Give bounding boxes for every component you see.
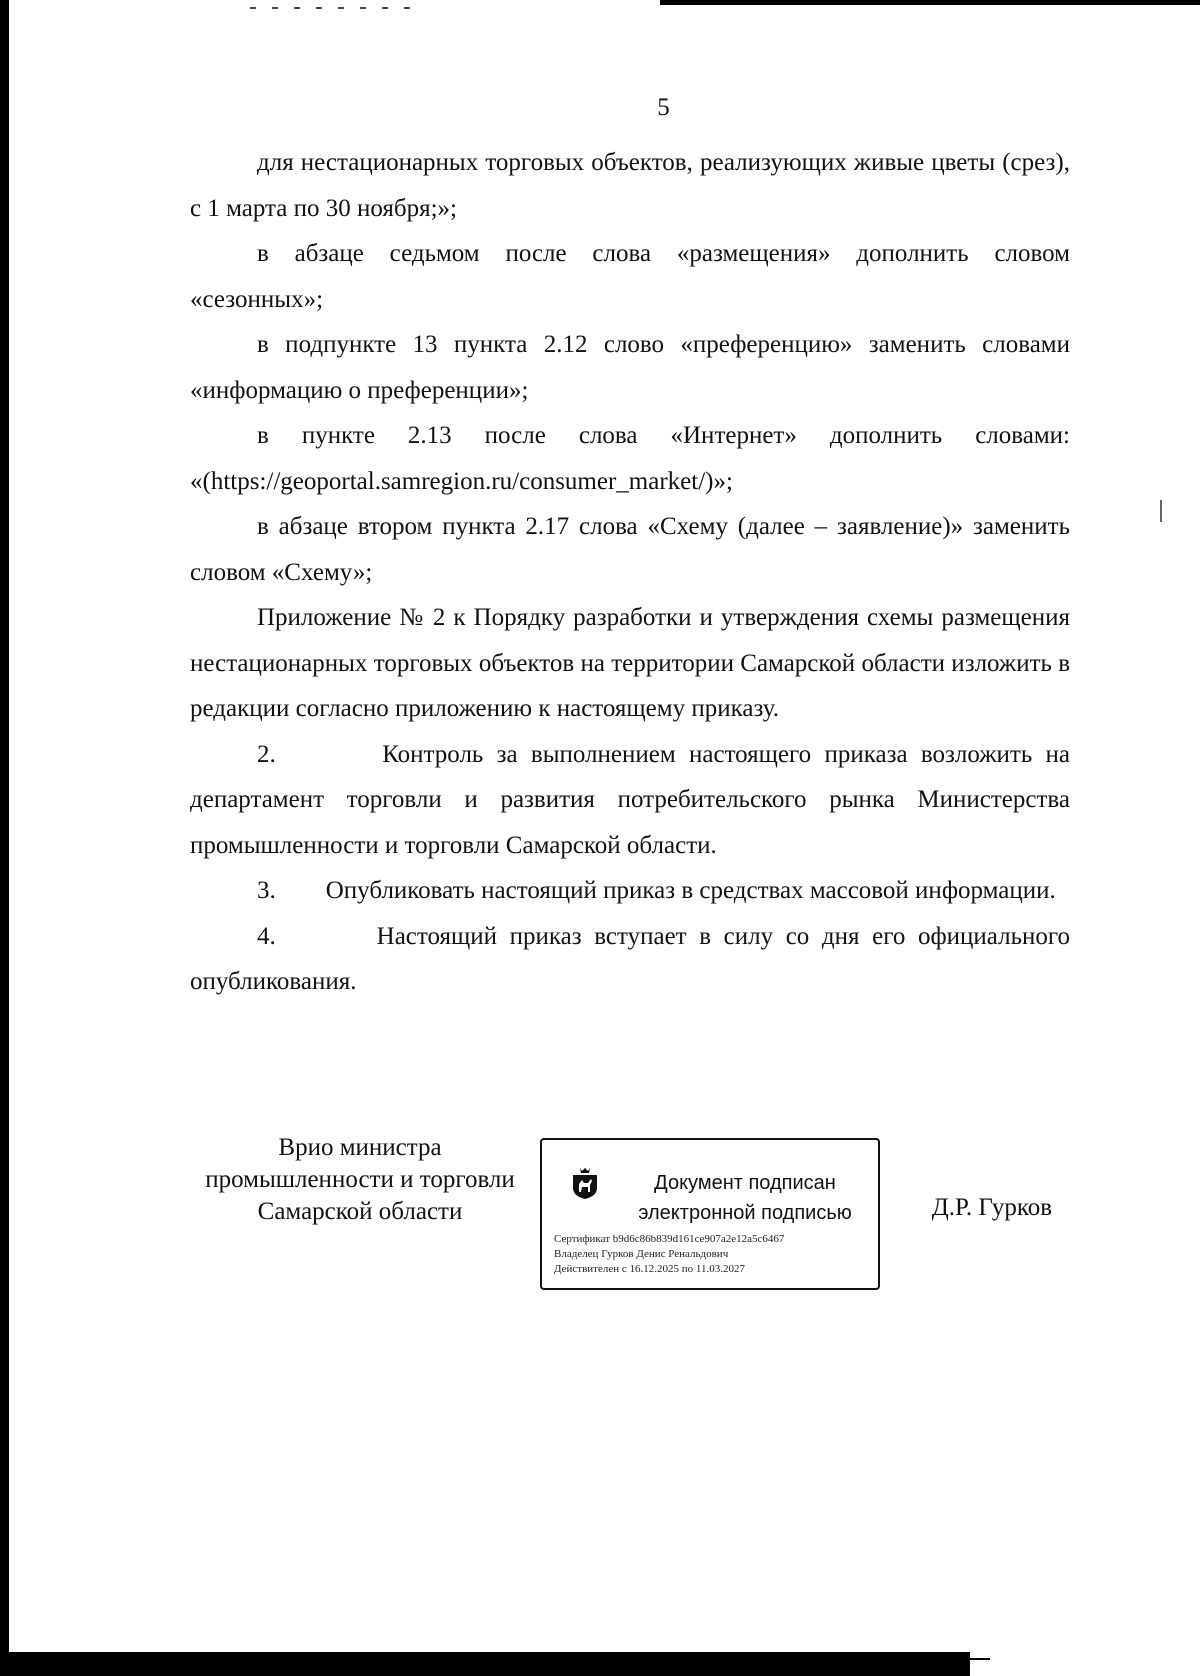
paragraph: в абзаце седьмом после слова «размещения» дополнить словом «сезонных»; [190,240,1070,313]
signer-title-line: промышленности и торговли [205,1166,515,1193]
numbered-item [190,732,1070,869]
signer-title-line: Самарской области [257,1198,463,1225]
item-number: 4. [257,922,276,950]
scan-mark-right [1160,500,1162,522]
paragraph: для нестационарных торговых объектов, реализующих живые цветы (срез), с 1 марта по 30 ноября;»; [190,149,1070,222]
paragraph: в пункте 2.13 после слова «Интернет» дополнить словами: «(https://geoportal.samregion.ru/consumer_market/)»; [190,422,1070,495]
stamp-owner: Владелец Гурков Денис Ренальдович [554,1248,729,1260]
e-signature-stamp [540,1138,880,1290]
signer-name: Д.Р. Гурков [931,1194,1052,1221]
document-body [190,140,1070,1005]
signer-title-line: Врио министра [278,1134,442,1161]
paragraph: в абзаце втором пункта 2.17 слова «Схему (далее – заявление)» заменить словом «Схему»; [190,513,1070,586]
page-number: 5 [657,94,670,121]
item-number: 2. [257,740,276,768]
stamp-certificate: Сертификат b9d6c86b839d161ce907a2e12a5c6467 [554,1233,785,1245]
scan-line-bottom [970,1658,990,1660]
item-text: Настоящий приказ вступает в силу со дня его официального опубликования. [190,922,1070,995]
scan-noise-top [250,7,410,9]
stamp-details [554,1232,874,1277]
numbered-item [190,914,1070,1005]
scan-border-top [660,0,1200,5]
item-text: Опубликовать настоящий приказ в средствах массовой информации. [325,877,1056,904]
stamp-heading [620,1168,870,1228]
stamp-validity: Действителен с 16.12.2025 по 11.03.2027 [554,1263,745,1275]
numbered-item [190,868,1070,914]
paragraph: Приложение № 2 к Порядку разработки и утверждения схемы размещения нестационарных торговых объектов на территории Самарской области изложить в редакции согласно приложению к настоящему приказу. [190,604,1070,722]
item-text: Контроль за выполнением настоящего приказа возложить на департамент торговли и развития потребительского рынка Министерства промышленности и торговли Самарской области. [190,740,1070,859]
scan-border-bottom [0,1652,970,1676]
signer-title [190,1132,530,1228]
item-number: 3. [257,877,276,904]
stamp-heading-line: электронной подписью [638,1202,852,1224]
scan-border-left [0,0,9,1676]
samara-coat-of-arms-icon [570,1166,600,1200]
paragraph: в подпункте 13 пункта 2.12 слово «преференцию» заменить словами «информацию о преференции»; [190,331,1070,404]
stamp-heading-line: Документ подписан [654,1172,836,1194]
